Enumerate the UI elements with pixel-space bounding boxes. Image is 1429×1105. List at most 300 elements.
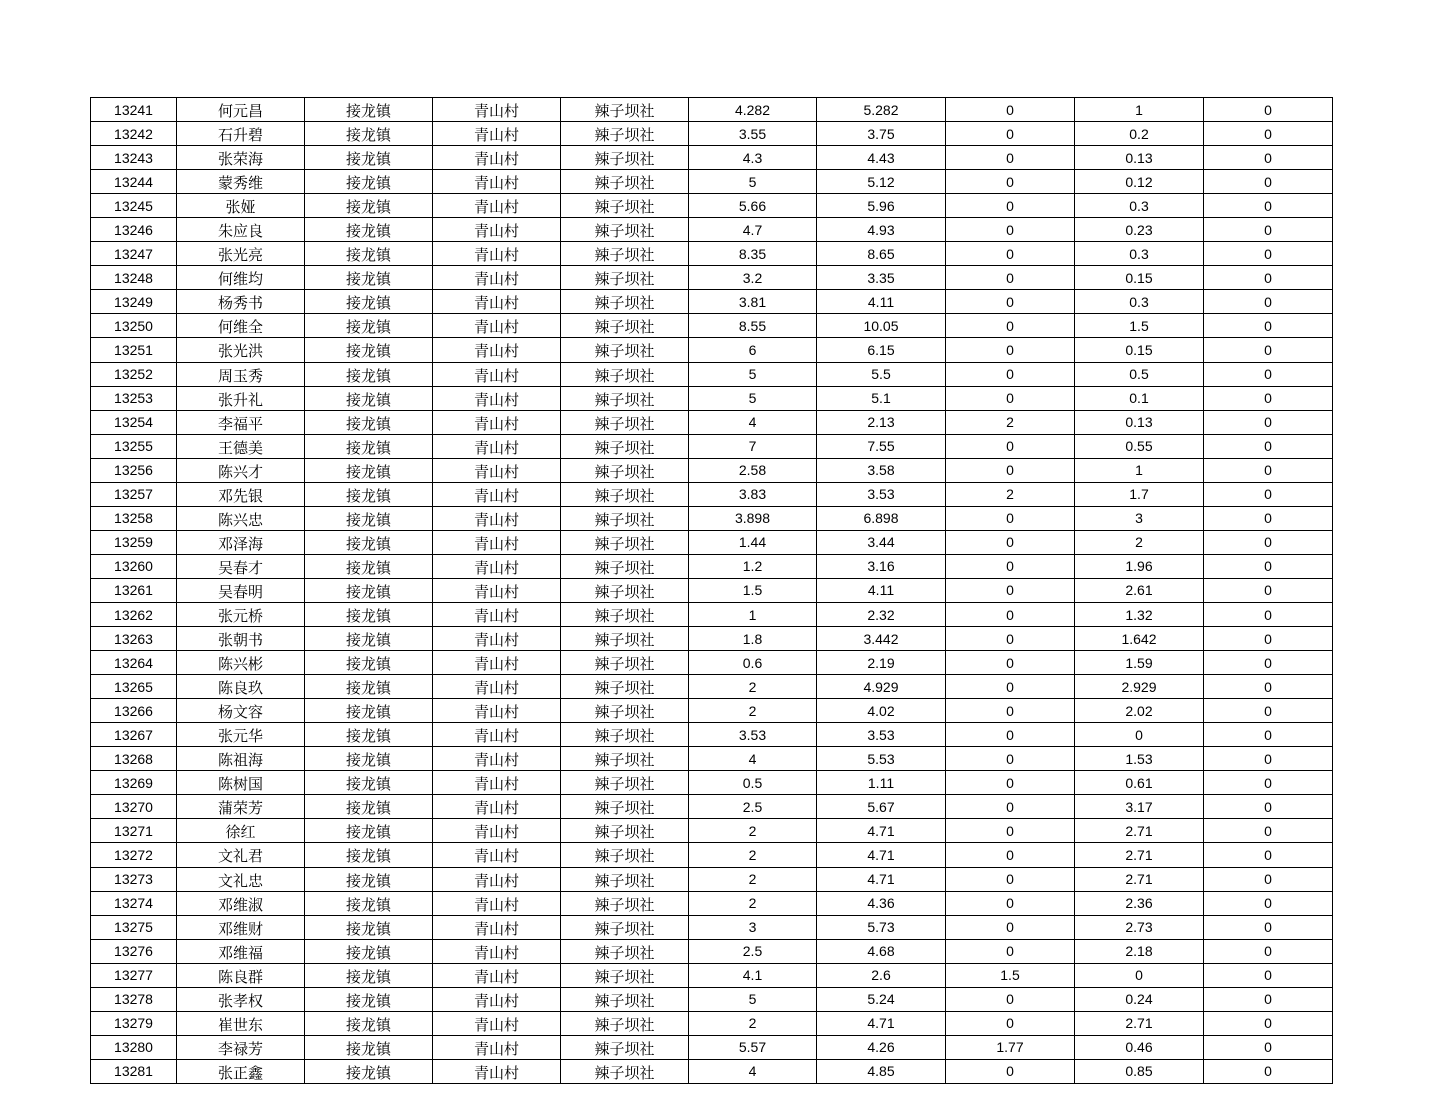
value-3-cell: 0 [946,362,1075,386]
value-5-cell: 0 [1204,242,1333,266]
value-5-cell: 0 [1204,266,1333,290]
value-4-cell: 3 [1075,506,1204,530]
value-2-cell: 5.67 [817,795,946,819]
value-4-cell: 1.7 [1075,482,1204,506]
village-cell: 青山村 [433,939,561,963]
name-cell: 邓维淑 [177,891,305,915]
value-4-cell: 2.71 [1075,843,1204,867]
value-3-cell: 0 [946,939,1075,963]
village-cell: 青山村 [433,602,561,626]
name-cell: 邓维财 [177,915,305,939]
village-cell: 青山村 [433,122,561,146]
village-cell: 青山村 [433,554,561,578]
table-row [91,627,1333,651]
group-cell: 辣子坝社 [561,98,689,122]
village-cell: 青山村 [433,146,561,170]
name-cell: 杨秀书 [177,290,305,314]
value-5-cell: 0 [1204,506,1333,530]
value-3-cell: 0 [946,602,1075,626]
record-id-cell: 13272 [91,843,177,867]
value-4-cell: 0.15 [1075,266,1204,290]
village-cell: 青山村 [433,891,561,915]
group-cell: 辣子坝社 [561,530,689,554]
value-1-cell: 2.5 [689,939,817,963]
value-3-cell: 0 [946,867,1075,891]
record-id-cell: 13246 [91,218,177,242]
value-3-cell: 0 [946,1059,1075,1083]
value-2-cell: 1.11 [817,771,946,795]
record-id-cell: 13256 [91,458,177,482]
value-3-cell: 0 [946,218,1075,242]
village-cell: 青山村 [433,651,561,675]
table-row [91,1035,1333,1059]
table-row [91,843,1333,867]
value-4-cell: 2.61 [1075,578,1204,602]
table-row [91,194,1333,218]
value-3-cell: 0 [946,242,1075,266]
town-cell: 接龙镇 [305,482,433,506]
value-5-cell: 0 [1204,386,1333,410]
value-1-cell: 4.3 [689,146,817,170]
village-cell: 青山村 [433,1059,561,1083]
value-5-cell: 0 [1204,915,1333,939]
village-cell: 青山村 [433,1035,561,1059]
table-row [91,314,1333,338]
value-3-cell: 0 [946,843,1075,867]
group-cell: 辣子坝社 [561,867,689,891]
table-row [91,146,1333,170]
value-2-cell: 4.68 [817,939,946,963]
value-1-cell: 3.53 [689,723,817,747]
value-4-cell: 1.642 [1075,627,1204,651]
value-4-cell: 0.12 [1075,170,1204,194]
record-id-cell: 13266 [91,699,177,723]
name-cell: 徐红 [177,819,305,843]
value-1-cell: 3.55 [689,122,817,146]
group-cell: 辣子坝社 [561,891,689,915]
village-cell: 青山村 [433,915,561,939]
value-1-cell: 6 [689,338,817,362]
town-cell: 接龙镇 [305,963,433,987]
table-row [91,554,1333,578]
value-4-cell: 2.929 [1075,675,1204,699]
village-cell: 青山村 [433,675,561,699]
value-5-cell: 0 [1204,170,1333,194]
value-4-cell: 0 [1075,963,1204,987]
table-row [91,458,1333,482]
name-cell: 陈兴才 [177,458,305,482]
value-1-cell: 2 [689,819,817,843]
village-cell: 青山村 [433,819,561,843]
value-5-cell: 0 [1204,675,1333,699]
value-2-cell: 3.53 [817,723,946,747]
value-3-cell: 0 [946,987,1075,1011]
value-2-cell: 3.44 [817,530,946,554]
town-cell: 接龙镇 [305,627,433,651]
name-cell: 周玉秀 [177,362,305,386]
record-id-cell: 13263 [91,627,177,651]
value-5-cell: 0 [1204,939,1333,963]
name-cell: 张朝书 [177,627,305,651]
value-1-cell: 5 [689,987,817,1011]
group-cell: 辣子坝社 [561,699,689,723]
town-cell: 接龙镇 [305,338,433,362]
value-3-cell: 0 [946,266,1075,290]
value-5-cell: 0 [1204,602,1333,626]
village-cell: 青山村 [433,194,561,218]
name-cell: 杨文容 [177,699,305,723]
value-1-cell: 5.66 [689,194,817,218]
group-cell: 辣子坝社 [561,434,689,458]
town-cell: 接龙镇 [305,194,433,218]
group-cell: 辣子坝社 [561,482,689,506]
town-cell: 接龙镇 [305,651,433,675]
value-2-cell: 6.898 [817,506,946,530]
value-5-cell: 0 [1204,482,1333,506]
group-cell: 辣子坝社 [561,578,689,602]
village-cell: 青山村 [433,170,561,194]
town-cell: 接龙镇 [305,314,433,338]
table-row [91,290,1333,314]
town-cell: 接龙镇 [305,915,433,939]
value-4-cell: 0.24 [1075,987,1204,1011]
town-cell: 接龙镇 [305,170,433,194]
value-3-cell: 0 [946,819,1075,843]
value-4-cell: 2.36 [1075,891,1204,915]
record-id-cell: 13259 [91,530,177,554]
town-cell: 接龙镇 [305,578,433,602]
value-4-cell: 1.53 [1075,747,1204,771]
value-5-cell: 0 [1204,987,1333,1011]
group-cell: 辣子坝社 [561,1059,689,1083]
table-row [91,98,1333,122]
value-4-cell: 0 [1075,723,1204,747]
value-3-cell: 0 [946,146,1075,170]
value-4-cell: 1 [1075,458,1204,482]
value-1-cell: 4 [689,1059,817,1083]
record-id-cell: 13260 [91,554,177,578]
village-cell: 青山村 [433,218,561,242]
value-4-cell: 0.46 [1075,1035,1204,1059]
name-cell: 邓泽海 [177,530,305,554]
value-2-cell: 4.71 [817,867,946,891]
value-4-cell: 3.17 [1075,795,1204,819]
value-5-cell: 0 [1204,723,1333,747]
group-cell: 辣子坝社 [561,242,689,266]
value-3-cell: 2 [946,410,1075,434]
table-row [91,530,1333,554]
record-id-cell: 13258 [91,506,177,530]
group-cell: 辣子坝社 [561,747,689,771]
name-cell: 陈兴忠 [177,506,305,530]
record-id-cell: 13257 [91,482,177,506]
group-cell: 辣子坝社 [561,194,689,218]
table-row [91,771,1333,795]
value-3-cell: 0 [946,699,1075,723]
value-5-cell: 0 [1204,98,1333,122]
town-cell: 接龙镇 [305,122,433,146]
record-id-cell: 13253 [91,386,177,410]
village-cell: 青山村 [433,747,561,771]
value-3-cell: 0 [946,386,1075,410]
village-cell: 青山村 [433,530,561,554]
record-id-cell: 13244 [91,170,177,194]
table-row [91,602,1333,626]
village-cell: 青山村 [433,795,561,819]
village-cell: 青山村 [433,843,561,867]
value-2-cell: 2.19 [817,651,946,675]
value-2-cell: 2.6 [817,963,946,987]
value-2-cell: 3.35 [817,266,946,290]
village-cell: 青山村 [433,482,561,506]
name-cell: 何维全 [177,314,305,338]
value-4-cell: 1 [1075,98,1204,122]
value-2-cell: 5.282 [817,98,946,122]
value-2-cell: 5.73 [817,915,946,939]
value-1-cell: 2.58 [689,458,817,482]
name-cell: 王德美 [177,434,305,458]
record-id-cell: 13261 [91,578,177,602]
value-3-cell: 0 [946,338,1075,362]
town-cell: 接龙镇 [305,1035,433,1059]
group-cell: 辣子坝社 [561,915,689,939]
group-cell: 辣子坝社 [561,795,689,819]
value-1-cell: 5 [689,386,817,410]
value-2-cell: 4.02 [817,699,946,723]
value-1-cell: 0.5 [689,771,817,795]
value-5-cell: 0 [1204,747,1333,771]
name-cell: 文礼忠 [177,867,305,891]
town-cell: 接龙镇 [305,675,433,699]
group-cell: 辣子坝社 [561,843,689,867]
town-cell: 接龙镇 [305,530,433,554]
value-2-cell: 5.5 [817,362,946,386]
value-4-cell: 1.59 [1075,651,1204,675]
town-cell: 接龙镇 [305,747,433,771]
value-4-cell: 1.32 [1075,602,1204,626]
town-cell: 接龙镇 [305,891,433,915]
village-cell: 青山村 [433,410,561,434]
name-cell: 蒲荣芳 [177,795,305,819]
value-1-cell: 2 [689,891,817,915]
village-cell: 青山村 [433,867,561,891]
value-4-cell: 0.13 [1075,146,1204,170]
table-row [91,266,1333,290]
value-5-cell: 0 [1204,891,1333,915]
value-5-cell: 0 [1204,627,1333,651]
value-1-cell: 3.81 [689,290,817,314]
name-cell: 张升礼 [177,386,305,410]
table-row [91,675,1333,699]
record-id-cell: 13254 [91,410,177,434]
record-id-cell: 13281 [91,1059,177,1083]
value-2-cell: 4.71 [817,843,946,867]
town-cell: 接龙镇 [305,242,433,266]
town-cell: 接龙镇 [305,987,433,1011]
value-5-cell: 0 [1204,314,1333,338]
value-1-cell: 4.1 [689,963,817,987]
record-id-cell: 13279 [91,1011,177,1035]
value-5-cell: 0 [1204,290,1333,314]
value-3-cell: 0 [946,194,1075,218]
value-3-cell: 0 [946,554,1075,578]
town-cell: 接龙镇 [305,867,433,891]
value-4-cell: 0.15 [1075,338,1204,362]
town-cell: 接龙镇 [305,1011,433,1035]
table-row [91,747,1333,771]
village-cell: 青山村 [433,963,561,987]
group-cell: 辣子坝社 [561,602,689,626]
value-3-cell: 0 [946,915,1075,939]
name-cell: 石升碧 [177,122,305,146]
record-id-cell: 13276 [91,939,177,963]
value-1-cell: 3 [689,915,817,939]
record-id-cell: 13270 [91,795,177,819]
group-cell: 辣子坝社 [561,963,689,987]
group-cell: 辣子坝社 [561,362,689,386]
table-row [91,434,1333,458]
record-id-cell: 13277 [91,963,177,987]
group-cell: 辣子坝社 [561,122,689,146]
value-3-cell: 0 [946,723,1075,747]
value-2-cell: 8.65 [817,242,946,266]
group-cell: 辣子坝社 [561,458,689,482]
record-id-cell: 13280 [91,1035,177,1059]
town-cell: 接龙镇 [305,506,433,530]
value-1-cell: 5 [689,170,817,194]
name-cell: 陈树国 [177,771,305,795]
name-cell: 李禄芳 [177,1035,305,1059]
record-id-cell: 13268 [91,747,177,771]
group-cell: 辣子坝社 [561,338,689,362]
group-cell: 辣子坝社 [561,651,689,675]
group-cell: 辣子坝社 [561,386,689,410]
group-cell: 辣子坝社 [561,627,689,651]
name-cell: 张娅 [177,194,305,218]
data-table [90,97,1333,1084]
value-5-cell: 0 [1204,1011,1333,1035]
record-id-cell: 13271 [91,819,177,843]
value-1-cell: 8.55 [689,314,817,338]
value-4-cell: 2.73 [1075,915,1204,939]
value-5-cell: 0 [1204,819,1333,843]
value-1-cell: 2 [689,675,817,699]
village-cell: 青山村 [433,290,561,314]
record-id-cell: 13248 [91,266,177,290]
value-1-cell: 8.35 [689,242,817,266]
value-4-cell: 2.71 [1075,867,1204,891]
value-2-cell: 3.53 [817,482,946,506]
value-1-cell: 2 [689,699,817,723]
value-5-cell: 0 [1204,146,1333,170]
name-cell: 张荣海 [177,146,305,170]
record-id-cell: 13274 [91,891,177,915]
value-2-cell: 10.05 [817,314,946,338]
value-1-cell: 1.44 [689,530,817,554]
name-cell: 崔世东 [177,1011,305,1035]
value-4-cell: 1.5 [1075,314,1204,338]
value-5-cell: 0 [1204,530,1333,554]
table-row [91,867,1333,891]
value-1-cell: 1.2 [689,554,817,578]
record-id-cell: 13255 [91,434,177,458]
value-2-cell: 4.93 [817,218,946,242]
town-cell: 接龙镇 [305,266,433,290]
town-cell: 接龙镇 [305,819,433,843]
record-id-cell: 13251 [91,338,177,362]
group-cell: 辣子坝社 [561,554,689,578]
value-1-cell: 1.5 [689,578,817,602]
name-cell: 张元桥 [177,602,305,626]
town-cell: 接龙镇 [305,843,433,867]
value-5-cell: 0 [1204,410,1333,434]
group-cell: 辣子坝社 [561,987,689,1011]
group-cell: 辣子坝社 [561,290,689,314]
value-5-cell: 0 [1204,578,1333,602]
village-cell: 青山村 [433,723,561,747]
value-2-cell: 5.24 [817,987,946,1011]
village-cell: 青山村 [433,362,561,386]
group-cell: 辣子坝社 [561,675,689,699]
record-id-cell: 13265 [91,675,177,699]
village-cell: 青山村 [433,386,561,410]
group-cell: 辣子坝社 [561,146,689,170]
value-2-cell: 4.71 [817,819,946,843]
name-cell: 张光亮 [177,242,305,266]
value-1-cell: 0.6 [689,651,817,675]
value-2-cell: 4.11 [817,290,946,314]
village-cell: 青山村 [433,506,561,530]
value-2-cell: 4.43 [817,146,946,170]
value-5-cell: 0 [1204,795,1333,819]
value-1-cell: 7 [689,434,817,458]
value-3-cell: 0 [946,1011,1075,1035]
name-cell: 蒙秀维 [177,170,305,194]
table-row [91,410,1333,434]
name-cell: 陈兴彬 [177,651,305,675]
town-cell: 接龙镇 [305,218,433,242]
name-cell: 何维均 [177,266,305,290]
table-row [91,482,1333,506]
value-3-cell: 0 [946,530,1075,554]
value-3-cell: 0 [946,98,1075,122]
table-row [91,891,1333,915]
record-id-cell: 13275 [91,915,177,939]
value-2-cell: 3.58 [817,458,946,482]
value-4-cell: 2 [1075,530,1204,554]
table-row [91,819,1333,843]
value-3-cell: 0 [946,795,1075,819]
village-cell: 青山村 [433,1011,561,1035]
value-1-cell: 2 [689,1011,817,1035]
town-cell: 接龙镇 [305,723,433,747]
name-cell: 李福平 [177,410,305,434]
table-row [91,1059,1333,1083]
value-1-cell: 4 [689,410,817,434]
value-1-cell: 3.898 [689,506,817,530]
value-4-cell: 2.02 [1075,699,1204,723]
value-3-cell: 0 [946,458,1075,482]
town-cell: 接龙镇 [305,458,433,482]
value-5-cell: 0 [1204,1035,1333,1059]
value-4-cell: 1.96 [1075,554,1204,578]
value-1-cell: 2 [689,843,817,867]
value-5-cell: 0 [1204,554,1333,578]
village-cell: 青山村 [433,458,561,482]
value-2-cell: 4.71 [817,1011,946,1035]
town-cell: 接龙镇 [305,1059,433,1083]
town-cell: 接龙镇 [305,410,433,434]
